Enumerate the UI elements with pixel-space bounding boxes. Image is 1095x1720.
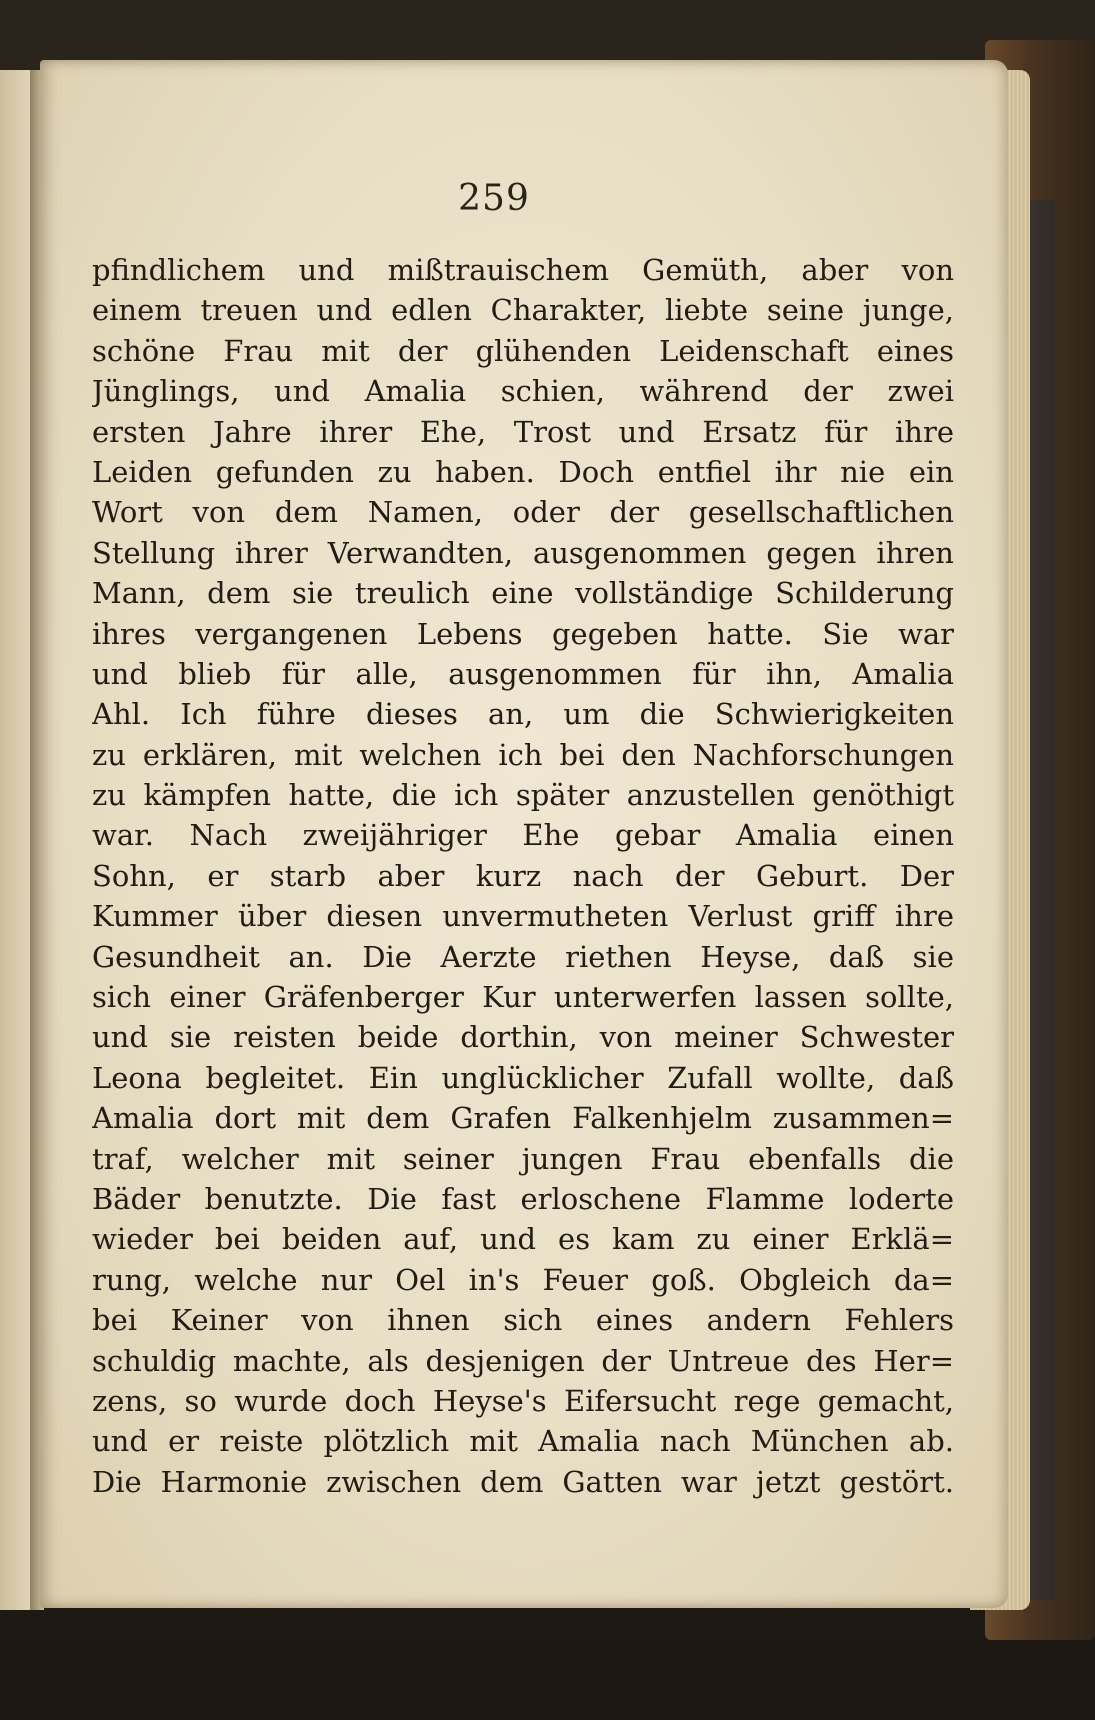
text-line: Gesundheit an. Die Aerzte riethen Heyse, daß sie [92,939,954,974]
text-line: wieder bei beiden auf, und es kam zu einer Erklä= [92,1222,954,1257]
text-line: ihres vergangenen Lebens gegeben hatte. Sie war [92,616,954,651]
text-line: Amalia dort mit dem Grafen Falkenhjelm zusammen= [92,1101,954,1136]
text-line: Stellung ihrer Verwandten, ausgenommen gegen ihren [92,535,954,570]
text-line: Leiden gefunden zu haben. Doch entfiel ihr nie ein [92,454,954,489]
text-line: Die Harmonie zwischen dem Gatten war jetzt gestört. [92,1464,954,1499]
page-text-block [92,250,954,1502]
previous-page-strip [0,70,32,1610]
text-line: Bäder benutzte. Die fast erloschene Flamme loderte [92,1181,954,1216]
text-line: zens, so wurde doch Heyse's Eifersucht rege gemacht, [92,1383,954,1418]
text-line: war. Nach zweijähriger Ehe gebar Amalia einen [92,818,954,853]
text-line: und sie reisten beide dorthin, von meiner Schwester [92,1020,954,1055]
text-line: Leona begleitet. Ein unglücklicher Zufall wollte, daß [92,1060,954,1095]
text-line: zu erklären, mit welchen ich bei den Nachforschungen [92,737,954,772]
text-line: einem treuen und edlen Charakter, liebte seine junge, [92,293,954,328]
text-line: rung, welche nur Oel in's Feuer goß. Obgleich da= [92,1262,954,1297]
page-number: 259 [458,178,530,219]
text-line: und er reiste plötzlich mit Amalia nach München ab. [92,1424,954,1459]
text-line: ersten Jahre ihrer Ehe, Trost und Ersatz für ihre [92,414,954,449]
text-line: bei Keiner von ihnen sich eines andern Fehlers [92,1303,954,1338]
text-line: pfindlichem und mißtrauischem Gemüth, aber von [92,253,954,287]
text-line: Jünglings, und Amalia schien, während der zwei [92,374,954,409]
text-line: Ahl. Ich führe dieses an, um die Schwierigkeiten [92,697,954,732]
book-page [40,60,1008,1608]
text-line: Wort von dem Namen, oder der gesellschaftlichen [92,495,954,530]
text-line: traf, welcher mit seiner jungen Frau ebenfalls die [92,1141,954,1176]
text-line: schöne Frau mit der glühenden Leidenschaft eines [92,333,954,368]
text-line: schuldig machte, als desjenigen der Untreue des Her= [92,1343,954,1378]
text-line: Sohn, er starb aber kurz nach der Geburt. Der [92,858,954,893]
text-line: zu kämpfen hatte, die ich später anzustellen genöthigt [92,778,954,813]
text-line: und blieb für alle, ausgenommen für ihn, Amalia [92,656,954,691]
text-line: Kummer über diesen unvermutheten Verlust griff ihre [92,899,954,934]
text-line: Mann, dem sie treulich eine vollständige Schilderung [92,576,954,611]
text-line: sich einer Gräfenberger Kur unterwerfen lassen sollte, [92,980,954,1015]
